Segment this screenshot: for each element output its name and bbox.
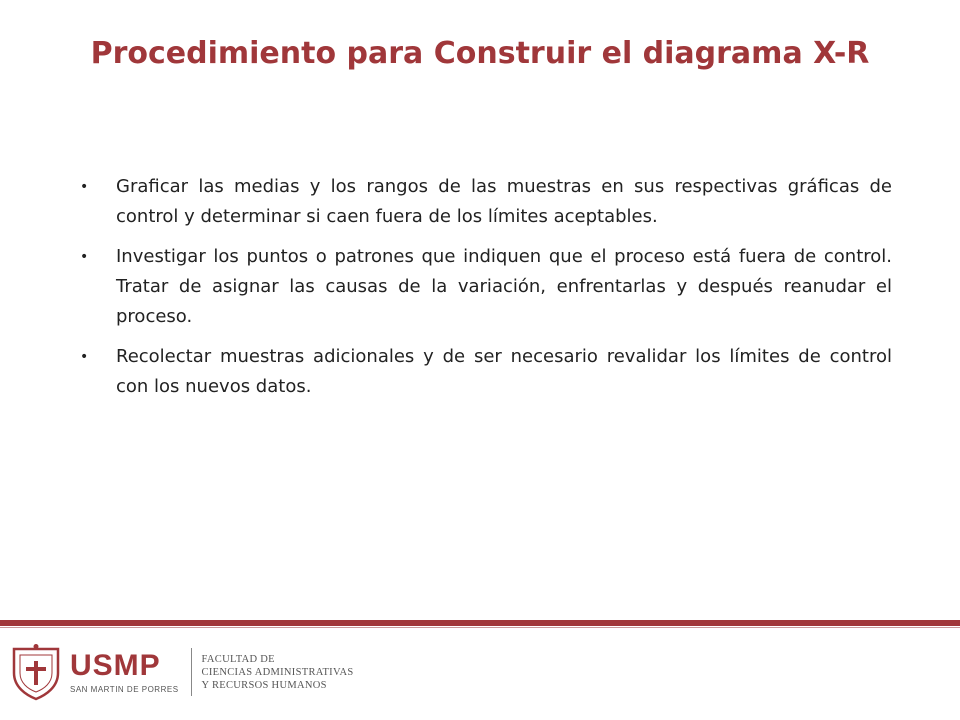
faculty-name: [202, 653, 354, 692]
bullet-text: Graficar las medias y los rangos de las muestras en sus respectivas gráficas de control y determinar si caen fuera de los límites aceptables.: [116, 176, 892, 227]
brand-subtitle: SAN MARTIN DE PORRES: [70, 684, 179, 694]
brand-block: [70, 648, 179, 694]
footer-divider-thin: [0, 627, 960, 628]
faculty-line: Y RECURSOS HUMANOS: [201, 679, 327, 691]
bullet-dot-icon: •: [80, 179, 89, 195]
faculty-line: CIENCIAS ADMINISTRATIVAS: [201, 666, 354, 678]
brand-name: USMP: [70, 648, 161, 682]
bullet-dot-icon: •: [80, 249, 89, 265]
bullet-item: [80, 242, 892, 332]
slide-title: Procedimiento para Construir el diagrama X-R: [90, 36, 870, 71]
footer-divider: [0, 620, 960, 626]
university-crest-icon: [10, 643, 62, 701]
bullet-text: Investigar los puntos o patrones que indiquen que el proceso está fuera de control. Tratar de asignar las causas de la variación, enfrentarlas y después reanudar el proceso.: [116, 246, 892, 327]
bullet-list: [80, 172, 892, 412]
footer-separator: [191, 648, 192, 696]
faculty-line: FACULTAD DE: [201, 653, 275, 665]
footer-logo: [10, 642, 354, 702]
bullet-dot-icon: •: [80, 349, 89, 365]
bullet-item: [80, 172, 892, 232]
bullet-text: Recolectar muestras adicionales y de ser necesario revalidar los límites de control con los nuevos datos.: [116, 346, 892, 397]
bullet-item: [80, 342, 892, 402]
